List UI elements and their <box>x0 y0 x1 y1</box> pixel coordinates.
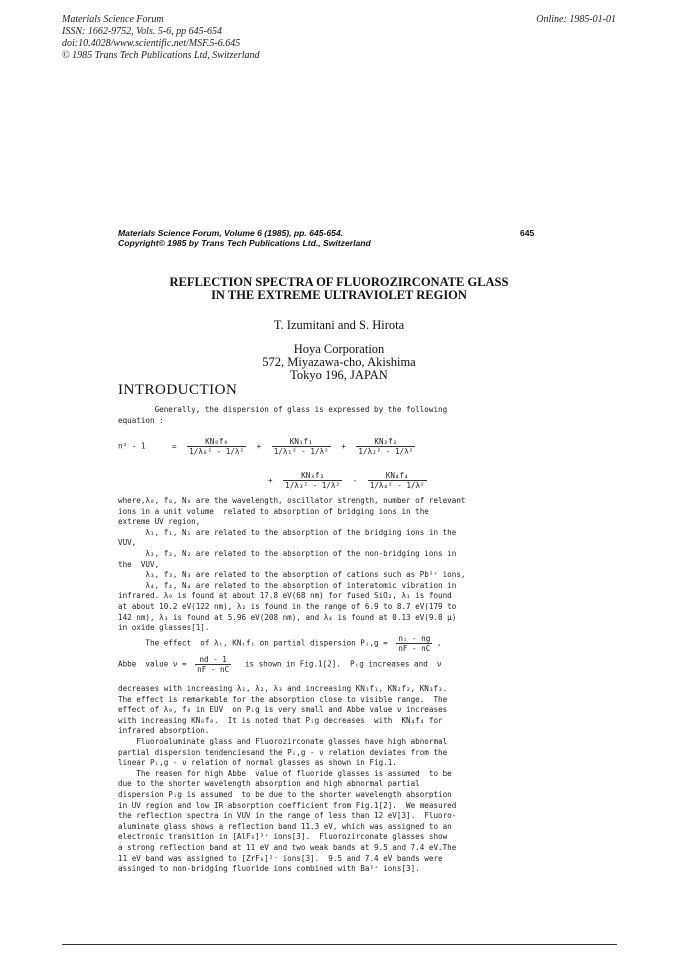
text-line: 11 eV band was assigned to [ZrF₆]²⁻ ions[3]. 9.5 and 7.4 eV bands were <box>118 853 443 863</box>
discussion-paragraph <box>118 684 558 875</box>
term-1-numerator: KN₁f₁ <box>272 437 331 447</box>
text-line: linear Pᵢ,g - ν relation of normal glasses as shown in Fig.1. <box>118 758 397 768</box>
affiliation <box>118 343 560 382</box>
text-line: electronic transition in [AlF₆]³⁺ ions[3]. Fluorozirconate glasses show <box>118 832 448 842</box>
text-line: The effect is remarkable for the absorption close to visible range. The <box>118 694 448 704</box>
partial-dispersion-fraction <box>396 634 432 653</box>
text-line: infrared. λ₀ is found at about 17.8 eV(68 nm) for fused SiO₂, λ₁ is found <box>118 591 452 601</box>
dispersion-equation-continued <box>268 471 427 490</box>
online-date: Online: 1985-01-01 <box>536 14 616 25</box>
doi-line: doi:10.4028/www.scientific.net/MSF.5-6.645 <box>62 38 241 49</box>
term-1 <box>272 437 331 456</box>
equation-lhs: n² - 1 <box>118 441 146 451</box>
text-line: the reflection spectra in VUV in the range of less than 12 eV[3]. Fluoro- <box>118 811 457 821</box>
equals-sign: = <box>172 441 177 451</box>
fraction-denominator: nF - nC <box>398 644 431 653</box>
definitions-paragraph <box>118 496 558 634</box>
partial-dispersion-line <box>118 634 442 653</box>
term-0-denominator: 1/λ₀² - 1/λ² <box>189 447 245 456</box>
text-line: VUV, <box>118 538 137 548</box>
comma: , <box>436 638 442 648</box>
page-number: 645 <box>520 228 535 238</box>
copyright-line: © 1985 Trans Tech Publications Ltd, Switzerland <box>62 50 260 61</box>
text-line: with increasing KN₀f₀. It is noted that Pᵢg decreases with KN₄f₄ for <box>118 715 443 725</box>
text-line: λ₄, f₄, N₄ are related to the absorption of interatomic vibration in <box>118 580 457 590</box>
footer-divider <box>62 944 617 945</box>
text-line: λ₃, f₃, N₃ are related to the absorption of cations such as Pb²⁺ ions, <box>118 570 466 580</box>
text-line: in UV region and low IR absorption coefficient from Fig.1[2]. We measured <box>118 800 457 810</box>
abbe-fraction <box>195 655 231 674</box>
term-3-numerator: KN₃f₃ <box>283 471 342 481</box>
title-line-1: REFLECTION SPECTRA OF FLUOROZIRCONATE GLASS <box>169 275 509 289</box>
dispersion-equation <box>118 437 415 456</box>
text-line: due to the shorter wavelength absorption and high abnormal partial <box>118 779 420 789</box>
minus-sign: - <box>352 475 358 485</box>
text-line: aluminate glass shows a reflection band 11.3 eV, which was assigned to an <box>118 821 452 831</box>
text-line: 142 nm), λ₃ is found at 5.96 eV(208 nm), and λ₄ is found at 0.13 eV(9.8 μ) <box>118 612 457 622</box>
term-4-numerator: KN₄f₄ <box>368 471 427 481</box>
text-line: assinged to non-bridging fluoride ions combined with Ba²⁺ ions[3]. <box>118 864 420 874</box>
term-0 <box>187 437 246 456</box>
term-3-denominator: 1/λ₃² - 1/λ² <box>285 481 341 490</box>
affiliation-line-1: Hoya Corporation <box>293 342 385 356</box>
text-line: extreme UV region, <box>118 517 201 527</box>
fraction-numerator: nᵢ - ng <box>398 634 431 643</box>
affiliation-line-2: 572, Miyazawa-cho, Akishima <box>262 355 416 369</box>
journal-header <box>62 14 260 62</box>
text-line: is shown in Fig.1[2]. Pᵢg increases and ν <box>235 659 442 669</box>
title-line-2: IN THE EXTREME ULTRAVIOLET REGION <box>211 288 467 302</box>
term-3 <box>283 471 342 490</box>
text-line: Fluoroaluminate glass and Fluorozirconate glasses have high abnormal <box>118 736 448 746</box>
paper-title <box>118 276 560 302</box>
text-line: The reasen for high Abbe value of fluoride glasses is assumed to be <box>118 768 452 778</box>
plus-sign: + <box>268 475 273 485</box>
term-2-denominator: 1/λ₂² - 1/λ² <box>358 447 414 456</box>
citation-line: Materials Science Forum, Volume 6 (1985), pp. 645-654. <box>118 228 344 238</box>
abbe-value-line <box>118 655 441 674</box>
text-line: ions in a unit volume related to absorption of bridging ions in the <box>118 506 429 516</box>
term-2-numerator: KN₂f₂ <box>356 437 415 447</box>
term-0-numerator: KN₀f₀ <box>187 437 246 447</box>
text-line: where,λ₀, f₀, N₀ are the wavelength, oscillator strength, number of relevant <box>118 496 466 505</box>
term-2 <box>356 437 415 456</box>
text-line: Abbe value ν = <box>118 659 187 669</box>
text-line: decreases with increasing λ₁, λ₂, λ₃ and increasing KN₁f₁, KN₂f₂, KN₃f₃. <box>118 684 448 693</box>
term-4 <box>368 471 427 490</box>
text-line: in oxide glasses[1]. <box>118 623 210 633</box>
journal-name: Materials Science Forum <box>62 14 164 25</box>
affiliation-line-3: Tokyo 196, JAPAN <box>290 368 388 382</box>
issn-line: ISSN: 1662-9752, Vols. 5-6, pp 645-654 <box>62 26 222 37</box>
plus-sign: + <box>341 441 346 451</box>
text-line: partial dispersion tendenciesand the Pᵢ,g - ν relation deviates from the <box>118 747 448 757</box>
text-line: Generally, the dispersion of glass is expressed by the following <box>118 405 448 414</box>
fraction-numerator: nd - 1 <box>195 655 231 665</box>
term-4-denominator: 1/λ₄² - 1/λ² <box>369 481 425 490</box>
text-line: λ₁, f₁, N₁ are related to the absorption of the bridging ions in the <box>118 527 457 537</box>
text-line: a strong reflection band at 11 eV and two weak bands at 9.5 and 7.4 eV.The <box>118 842 457 852</box>
text-line: the VUV, <box>118 559 160 569</box>
text-line: dispersion Pᵢg is assumed to be due to the shorter wavelength absorption <box>118 789 452 799</box>
fraction-denominator: nF - nC <box>197 665 230 674</box>
copyright-notice: Copyright© 1985 by Trans Tech Publications Ltd., Switzerland <box>118 238 371 248</box>
citation-block <box>118 228 371 248</box>
text-line: λ₂, f₂, N₂ are related to the absorption of the non-bridging ions in <box>118 548 457 558</box>
section-heading: INTRODUCTION <box>118 382 238 398</box>
text-line: at about 10.2 eV(122 nm), λ₂ is found in the range of 6.9 to 8.7 eV(179 to <box>118 601 457 611</box>
text-line: infrared absorption. <box>118 726 210 736</box>
text-line: The effect of λᵢ, KNᵢfᵢ on partial dispersion Pᵢ,g = <box>118 638 388 648</box>
text-line: equation : <box>118 415 164 425</box>
plus-sign: + <box>256 441 262 451</box>
term-1-denominator: 1/λ₁² - 1/λ² <box>273 447 329 456</box>
authors: T. Izumitani and S. Hirota <box>273 318 405 332</box>
text-line: effect of λ₀, f₀ in EUV on Pᵢg is very small and Abbe value ν increases <box>118 705 448 715</box>
intro-paragraph <box>118 405 558 426</box>
